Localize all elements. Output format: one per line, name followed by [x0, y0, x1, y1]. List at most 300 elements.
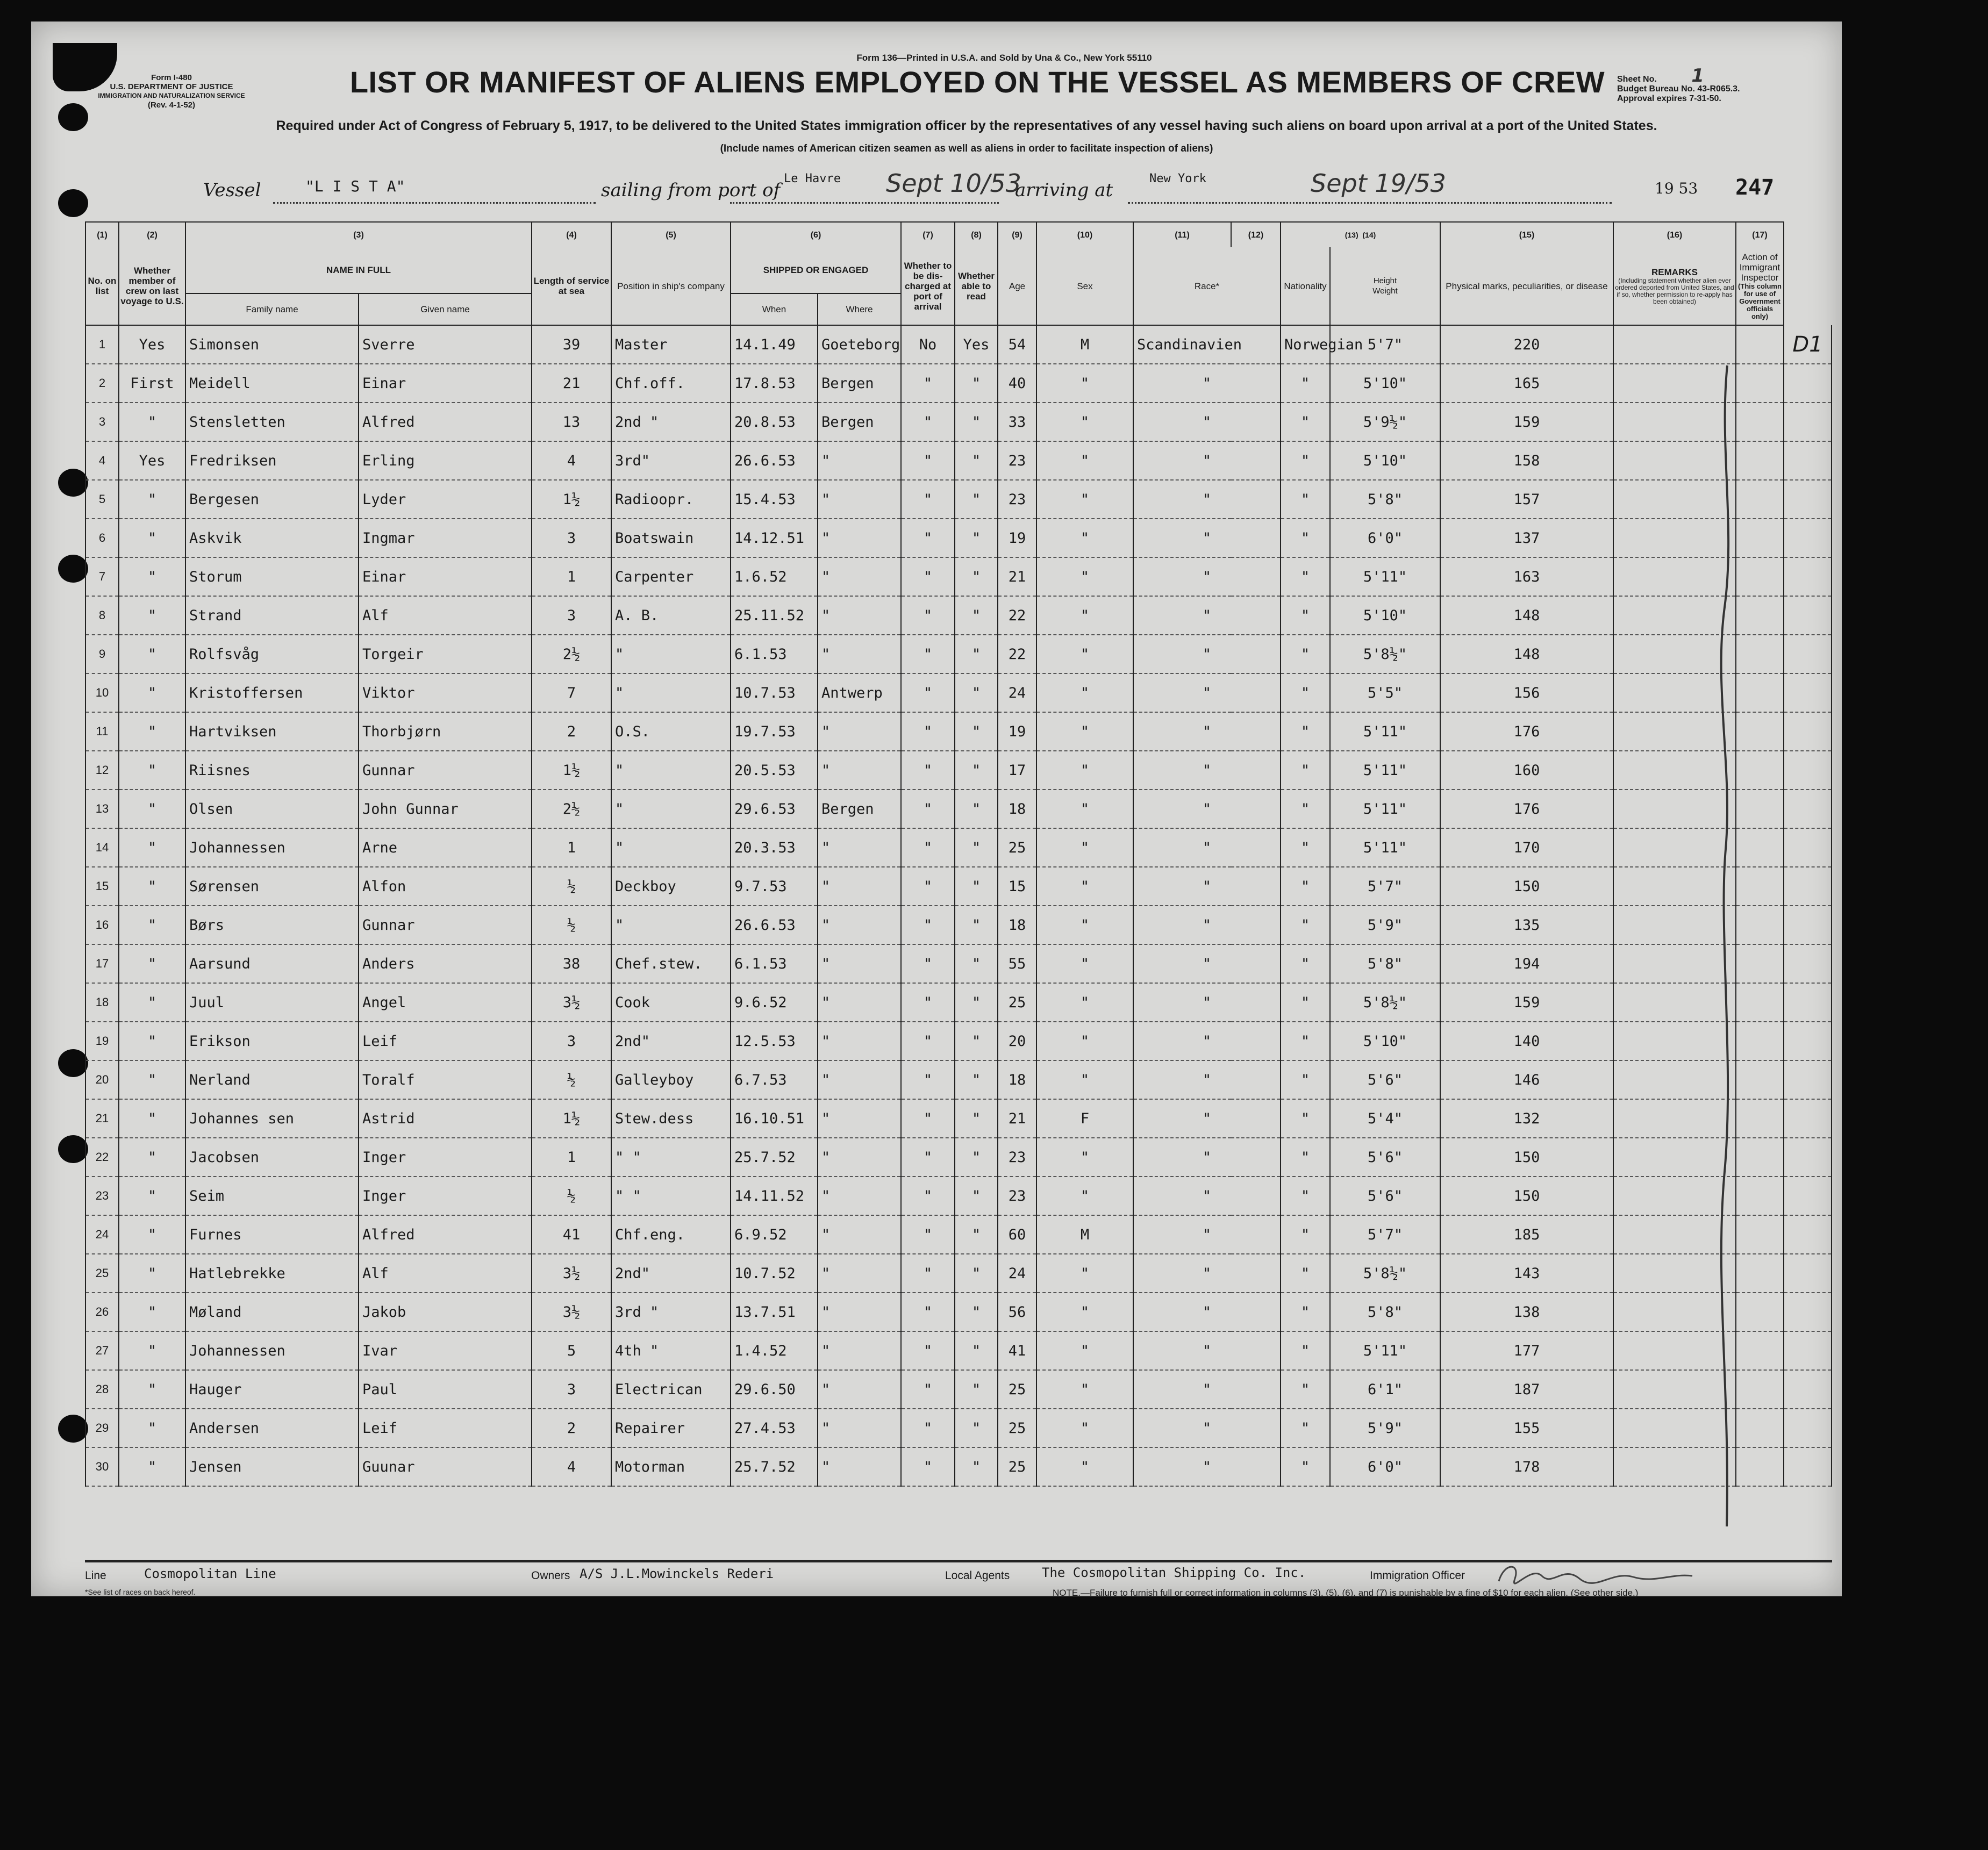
remarks [1736, 1215, 1784, 1254]
service-years: 41 [532, 1215, 611, 1254]
crew-member-flag: " [119, 557, 185, 596]
table-row [85, 519, 1832, 557]
crew-member-flag: " [119, 1177, 185, 1215]
nationality: " [1281, 828, 1330, 867]
crew-member-flag: " [119, 1447, 185, 1486]
to-be-discharged: " [901, 1138, 955, 1177]
shipped-where: " [818, 441, 901, 480]
able-to-read: " [955, 596, 998, 635]
inspector-action [1784, 596, 1832, 635]
able-to-read: " [955, 983, 998, 1022]
race: " [1133, 519, 1281, 557]
family-name: Erikson [185, 1022, 359, 1060]
shipped-where: " [818, 751, 901, 790]
position: O.S. [611, 712, 731, 751]
given-name: Einar [359, 557, 532, 596]
position: Master [611, 325, 731, 364]
table-row [85, 751, 1832, 790]
row-number: 12 [85, 751, 119, 790]
crew-member-flag: " [119, 1254, 185, 1293]
given-name: Ingmar [359, 519, 532, 557]
position: Motorman [611, 1447, 731, 1486]
given-name: Einar [359, 364, 532, 403]
given-name: Leif [359, 1022, 532, 1060]
weight: 132 [1440, 1099, 1613, 1138]
service-years: 4 [532, 1447, 611, 1486]
given-name: Alfred [359, 403, 532, 441]
given-name: Inger [359, 1138, 532, 1177]
family-name: Børs [185, 906, 359, 944]
year: 19 53 [1655, 180, 1698, 197]
budget-bureau: Budget Bureau No. 43-R065.3. [1617, 84, 1740, 94]
remarks [1736, 790, 1784, 828]
remarks [1736, 1409, 1784, 1447]
able-to-read: " [955, 1331, 998, 1370]
crew-member-flag: " [119, 403, 185, 441]
service-years: 3½ [532, 1254, 611, 1293]
header-given: Given name [359, 293, 532, 325]
position: 3rd" [611, 441, 731, 480]
family-name: Johannessen [185, 828, 359, 867]
department: U.S. DEPARTMENT OF JUSTICE [110, 82, 233, 91]
nationality: " [1281, 712, 1330, 751]
race: " [1133, 1409, 1281, 1447]
header-service: Length of service at sea [532, 247, 611, 325]
able-to-read: Yes [955, 325, 998, 364]
weight: 143 [1440, 1254, 1613, 1293]
remarks [1736, 1138, 1784, 1177]
officer-label: Immigration Officer [1370, 1569, 1465, 1582]
table-row [85, 1331, 1832, 1370]
height: 6'0" [1330, 519, 1440, 557]
crew-member-flag: First [119, 364, 185, 403]
able-to-read: " [955, 519, 998, 557]
crew-member-flag: " [119, 944, 185, 983]
given-name: Erling [359, 441, 532, 480]
line-name: Cosmopolitan Line [144, 1566, 276, 1581]
colnum: (4) [532, 222, 611, 247]
height: 5'11" [1330, 557, 1440, 596]
shipped-where: " [818, 867, 901, 906]
remarks [1736, 596, 1784, 635]
shipped-when: 25.11.52 [731, 596, 818, 635]
shipped-when: 14.12.51 [731, 519, 818, 557]
shipped-when: 14.11.52 [731, 1177, 818, 1215]
given-name: Toralf [359, 1060, 532, 1099]
inspector-action [1784, 983, 1832, 1022]
inspector-action [1784, 751, 1832, 790]
shipped-where: " [818, 480, 901, 519]
colnum: (13) (14) [1281, 222, 1440, 247]
colnum: (3) [185, 222, 532, 247]
row-number: 16 [85, 906, 119, 944]
nationality: " [1281, 1177, 1330, 1215]
shipped-when: 17.8.53 [731, 364, 818, 403]
header-name: NAME IN FULL [185, 247, 532, 293]
nationality: " [1281, 1331, 1330, 1370]
inspector-action [1784, 635, 1832, 673]
family-name: Johannessen [185, 1331, 359, 1370]
crew-member-flag: " [119, 906, 185, 944]
header-position: Position in ship's company [611, 247, 731, 325]
shipped-where: " [818, 1215, 901, 1254]
table-row [85, 364, 1832, 403]
inspector-action [1784, 557, 1832, 596]
service-years: 39 [532, 325, 611, 364]
service-years: 21 [532, 364, 611, 403]
sex: " [1036, 480, 1133, 519]
sex: " [1036, 828, 1133, 867]
position: " [611, 635, 731, 673]
sex: " [1036, 1254, 1133, 1293]
service-years: 2 [532, 712, 611, 751]
colnum: (7) [901, 222, 955, 247]
row-number: 6 [85, 519, 119, 557]
age: 22 [998, 635, 1036, 673]
shipped-where: " [818, 1293, 901, 1331]
header-race: Race* [1133, 247, 1281, 325]
able-to-read: " [955, 751, 998, 790]
shipped-where: " [818, 519, 901, 557]
height: 5'9½" [1330, 403, 1440, 441]
able-to-read: " [955, 1099, 998, 1138]
able-to-read: " [955, 867, 998, 906]
crew-member-flag: " [119, 1022, 185, 1060]
family-name: Storum [185, 557, 359, 596]
age: 18 [998, 1060, 1036, 1099]
to-be-discharged: " [901, 906, 955, 944]
able-to-read: " [955, 364, 998, 403]
remarks [1736, 751, 1784, 790]
weight: 185 [1440, 1215, 1613, 1254]
to-be-discharged: " [901, 1331, 955, 1370]
height: 5'6" [1330, 1060, 1440, 1099]
service-years: ½ [532, 867, 611, 906]
table-row [85, 557, 1832, 596]
position: " [611, 790, 731, 828]
weight: 165 [1440, 364, 1613, 403]
to-be-discharged: " [901, 712, 955, 751]
position: Deckboy [611, 867, 731, 906]
owners-name: A/S J.L.Mowinckels Rederi [580, 1566, 774, 1581]
nationality: " [1281, 364, 1330, 403]
race: " [1133, 1331, 1281, 1370]
weight: 137 [1440, 519, 1613, 557]
column-numbers [85, 222, 1832, 247]
shipped-when: 10.7.52 [731, 1254, 818, 1293]
race: " [1133, 983, 1281, 1022]
service-years: 2½ [532, 635, 611, 673]
position: Boatswain [611, 519, 731, 557]
colnum: (17) [1736, 222, 1784, 247]
nationality: " [1281, 441, 1330, 480]
inspector-action [1784, 1254, 1832, 1293]
colnum: (6) [731, 222, 901, 247]
shipped-where: " [818, 983, 901, 1022]
header-row-1 [85, 247, 1832, 293]
able-to-read: " [955, 1370, 998, 1409]
inspector-action [1784, 1447, 1832, 1486]
weight: 159 [1440, 403, 1613, 441]
row-number: 15 [85, 867, 119, 906]
penalty-note: NOTE.—Failure to furnish full or correct information in columns (3), (5), (6), and (7) is punishable by a fine of $10 for each alien. (See other side.) [1053, 1588, 1639, 1598]
position: Electrican [611, 1370, 731, 1409]
form-number: Form I-480 [151, 73, 192, 82]
sex: " [1036, 557, 1133, 596]
position: " " [611, 1138, 731, 1177]
family-name: Askvik [185, 519, 359, 557]
nationality: " [1281, 519, 1330, 557]
inspector-action [1784, 1177, 1832, 1215]
given-name: Guunar [359, 1447, 532, 1486]
punch-hole [58, 1135, 88, 1163]
nationality: " [1281, 751, 1330, 790]
nationality: " [1281, 1293, 1330, 1331]
race: " [1133, 1254, 1281, 1293]
position: " " [611, 1177, 731, 1215]
legal-requirement: Required under Act of Congress of February 5, 1917, to be delivered to the United States immigration officer by the representatives of any vessel having such aliens on board upon arrival at a port of the United States. [276, 118, 1657, 133]
family-name: Johannes sen [185, 1099, 359, 1138]
colnum: (8) [955, 222, 998, 247]
to-be-discharged: " [901, 364, 955, 403]
height: 5'8½" [1330, 635, 1440, 673]
height: 5'4" [1330, 1099, 1440, 1138]
height: 5'11" [1330, 1331, 1440, 1370]
weight: 177 [1440, 1331, 1613, 1370]
height: 6'1" [1330, 1370, 1440, 1409]
shipped-where: Bergen [818, 790, 901, 828]
sheet-box [1617, 65, 1821, 104]
height: 5'6" [1330, 1138, 1440, 1177]
position: " [611, 673, 731, 712]
remarks [1736, 1370, 1784, 1409]
service-years: ½ [532, 906, 611, 944]
remarks [1736, 1099, 1784, 1138]
weight: 220 [1440, 325, 1613, 364]
colnum: (12) [1231, 222, 1281, 247]
family-name: Jacobsen [185, 1138, 359, 1177]
table-row [85, 906, 1832, 944]
page-number: 247 [1735, 175, 1775, 200]
height: 5'8" [1330, 1293, 1440, 1331]
weight: 150 [1440, 1177, 1613, 1215]
position: 4th " [611, 1331, 731, 1370]
position: 2nd" [611, 1254, 731, 1293]
height: 5'11" [1330, 712, 1440, 751]
row-number: 21 [85, 1099, 119, 1138]
sex: " [1036, 364, 1133, 403]
family-name: Fredriksen [185, 441, 359, 480]
row-number: 28 [85, 1370, 119, 1409]
sex: " [1036, 712, 1133, 751]
shipped-where: " [818, 1177, 901, 1215]
inspector-action [1784, 1293, 1832, 1331]
race: " [1133, 751, 1281, 790]
shipped-where: Bergen [818, 364, 901, 403]
weight: 140 [1440, 1022, 1613, 1060]
table-row [85, 635, 1832, 673]
nationality: " [1281, 403, 1330, 441]
crew-member-flag: " [119, 790, 185, 828]
family-name: Seim [185, 1177, 359, 1215]
inspector-action [1784, 403, 1832, 441]
vessel-name: "L I S T A" [305, 177, 405, 195]
able-to-read: " [955, 673, 998, 712]
table-row [85, 1409, 1832, 1447]
header-age: Age [998, 247, 1036, 325]
shipped-where: Goeteborg [818, 325, 901, 364]
to-be-discharged: " [901, 441, 955, 480]
crew-member-flag: " [119, 519, 185, 557]
service-years: 1 [532, 557, 611, 596]
height: 5'8½" [1330, 1254, 1440, 1293]
shipped-where: Bergen [818, 403, 901, 441]
height: 5'7" [1330, 1215, 1440, 1254]
crew-member-flag: " [119, 635, 185, 673]
family-name: Møland [185, 1293, 359, 1331]
remarks [1736, 1022, 1784, 1060]
shipped-where: " [818, 828, 901, 867]
position: 2nd " [611, 403, 731, 441]
weight: 146 [1440, 1060, 1613, 1099]
service-years: 3½ [532, 1293, 611, 1331]
row-number: 1 [85, 325, 119, 364]
inspector-action [1784, 1215, 1832, 1254]
vessel-label: Vessel [203, 180, 261, 201]
weight: 163 [1440, 557, 1613, 596]
height: 5'9" [1330, 906, 1440, 944]
position: " [611, 906, 731, 944]
race: " [1133, 403, 1281, 441]
nationality: " [1281, 1409, 1330, 1447]
crew-member-flag: " [119, 1409, 185, 1447]
shipped-when: 25.7.52 [731, 1447, 818, 1486]
departure-date: Sept 10/53 [886, 169, 1021, 198]
shipped-when: 20.5.53 [731, 751, 818, 790]
table-row [85, 983, 1832, 1022]
inspector-action [1784, 790, 1832, 828]
shipped-when: 29.6.53 [731, 790, 818, 828]
age: 25 [998, 983, 1036, 1022]
voyage-line [192, 169, 1859, 204]
height: 5'10" [1330, 364, 1440, 403]
race: " [1133, 906, 1281, 944]
height: 5'10" [1330, 441, 1440, 480]
service-years: 2 [532, 1409, 611, 1447]
punch-hole [58, 469, 88, 497]
physical-marks [1613, 325, 1736, 364]
remarks [1736, 325, 1784, 364]
race: " [1133, 1370, 1281, 1409]
position: Radioopr. [611, 480, 731, 519]
manifest-page [31, 21, 1842, 1596]
race: " [1133, 828, 1281, 867]
shipped-where: " [818, 1370, 901, 1409]
family-name: Jensen [185, 1447, 359, 1486]
service-years: 13 [532, 403, 611, 441]
crew-table [85, 221, 1832, 1487]
table-row [85, 1370, 1832, 1409]
approval-expiry: Approval expires 7-31-50. [1617, 94, 1721, 103]
to-be-discharged: " [901, 557, 955, 596]
shipped-when: 20.8.53 [731, 403, 818, 441]
nationality: " [1281, 1138, 1330, 1177]
remarks [1736, 480, 1784, 519]
table-row [85, 325, 1832, 364]
family-name: Hartviksen [185, 712, 359, 751]
remarks [1736, 635, 1784, 673]
position: " [611, 751, 731, 790]
shipped-where: " [818, 1331, 901, 1370]
table-row [85, 712, 1832, 751]
colnum: (10) [1036, 222, 1133, 247]
age: 17 [998, 751, 1036, 790]
row-number: 13 [85, 790, 119, 828]
race: " [1133, 596, 1281, 635]
shipped-when: 1.4.52 [731, 1331, 818, 1370]
height: 5'8½" [1330, 983, 1440, 1022]
inspector-action [1784, 906, 1832, 944]
to-be-discharged: " [901, 480, 955, 519]
remarks [1736, 557, 1784, 596]
remarks [1736, 1254, 1784, 1293]
family-name: Sørensen [185, 867, 359, 906]
remarks [1736, 1331, 1784, 1370]
shipped-where: " [818, 1138, 901, 1177]
header-where: Where [818, 293, 901, 325]
given-name: Alfon [359, 867, 532, 906]
service-years: 2½ [532, 790, 611, 828]
service-years: ½ [532, 1060, 611, 1099]
race: " [1133, 944, 1281, 983]
given-name: Astrid [359, 1099, 532, 1138]
family-name: Meidell [185, 364, 359, 403]
age: 23 [998, 441, 1036, 480]
table-row [85, 867, 1832, 906]
given-name: John Gunnar [359, 790, 532, 828]
footer [85, 1560, 1832, 1597]
shipped-when: 6.7.53 [731, 1060, 818, 1099]
race: " [1133, 1447, 1281, 1486]
shipped-where: " [818, 712, 901, 751]
inspector-action [1784, 480, 1832, 519]
service-years: 38 [532, 944, 611, 983]
inspector-action [1784, 673, 1832, 712]
shipped-when: 16.10.51 [731, 1099, 818, 1138]
able-to-read: " [955, 1060, 998, 1099]
colnum: (11) [1133, 222, 1231, 247]
height: 5'6" [1330, 1177, 1440, 1215]
inspector-mark-line [1714, 365, 1741, 1526]
weight: 155 [1440, 1409, 1613, 1447]
inspector-action [1784, 828, 1832, 867]
shipped-when: 29.6.50 [731, 1370, 818, 1409]
service-years: 7 [532, 673, 611, 712]
header-nationality: Nationality [1281, 247, 1330, 325]
position: Chf.eng. [611, 1215, 731, 1254]
punch-hole [58, 189, 88, 217]
service: IMMIGRATION AND NATURALIZATION SERVICE [98, 92, 245, 99]
header-remarks: REMARKS (Including statement whether alien ever ordered deported from United States, and if so, whether permission to re-apply has been obtained) [1613, 247, 1736, 325]
inspector-action [1784, 867, 1832, 906]
able-to-read: " [955, 1254, 998, 1293]
race: " [1133, 1099, 1281, 1138]
line-label: Line [85, 1569, 106, 1582]
age: 54 [998, 325, 1036, 364]
row-number: 3 [85, 403, 119, 441]
able-to-read: " [955, 480, 998, 519]
inspector-action [1784, 364, 1832, 403]
